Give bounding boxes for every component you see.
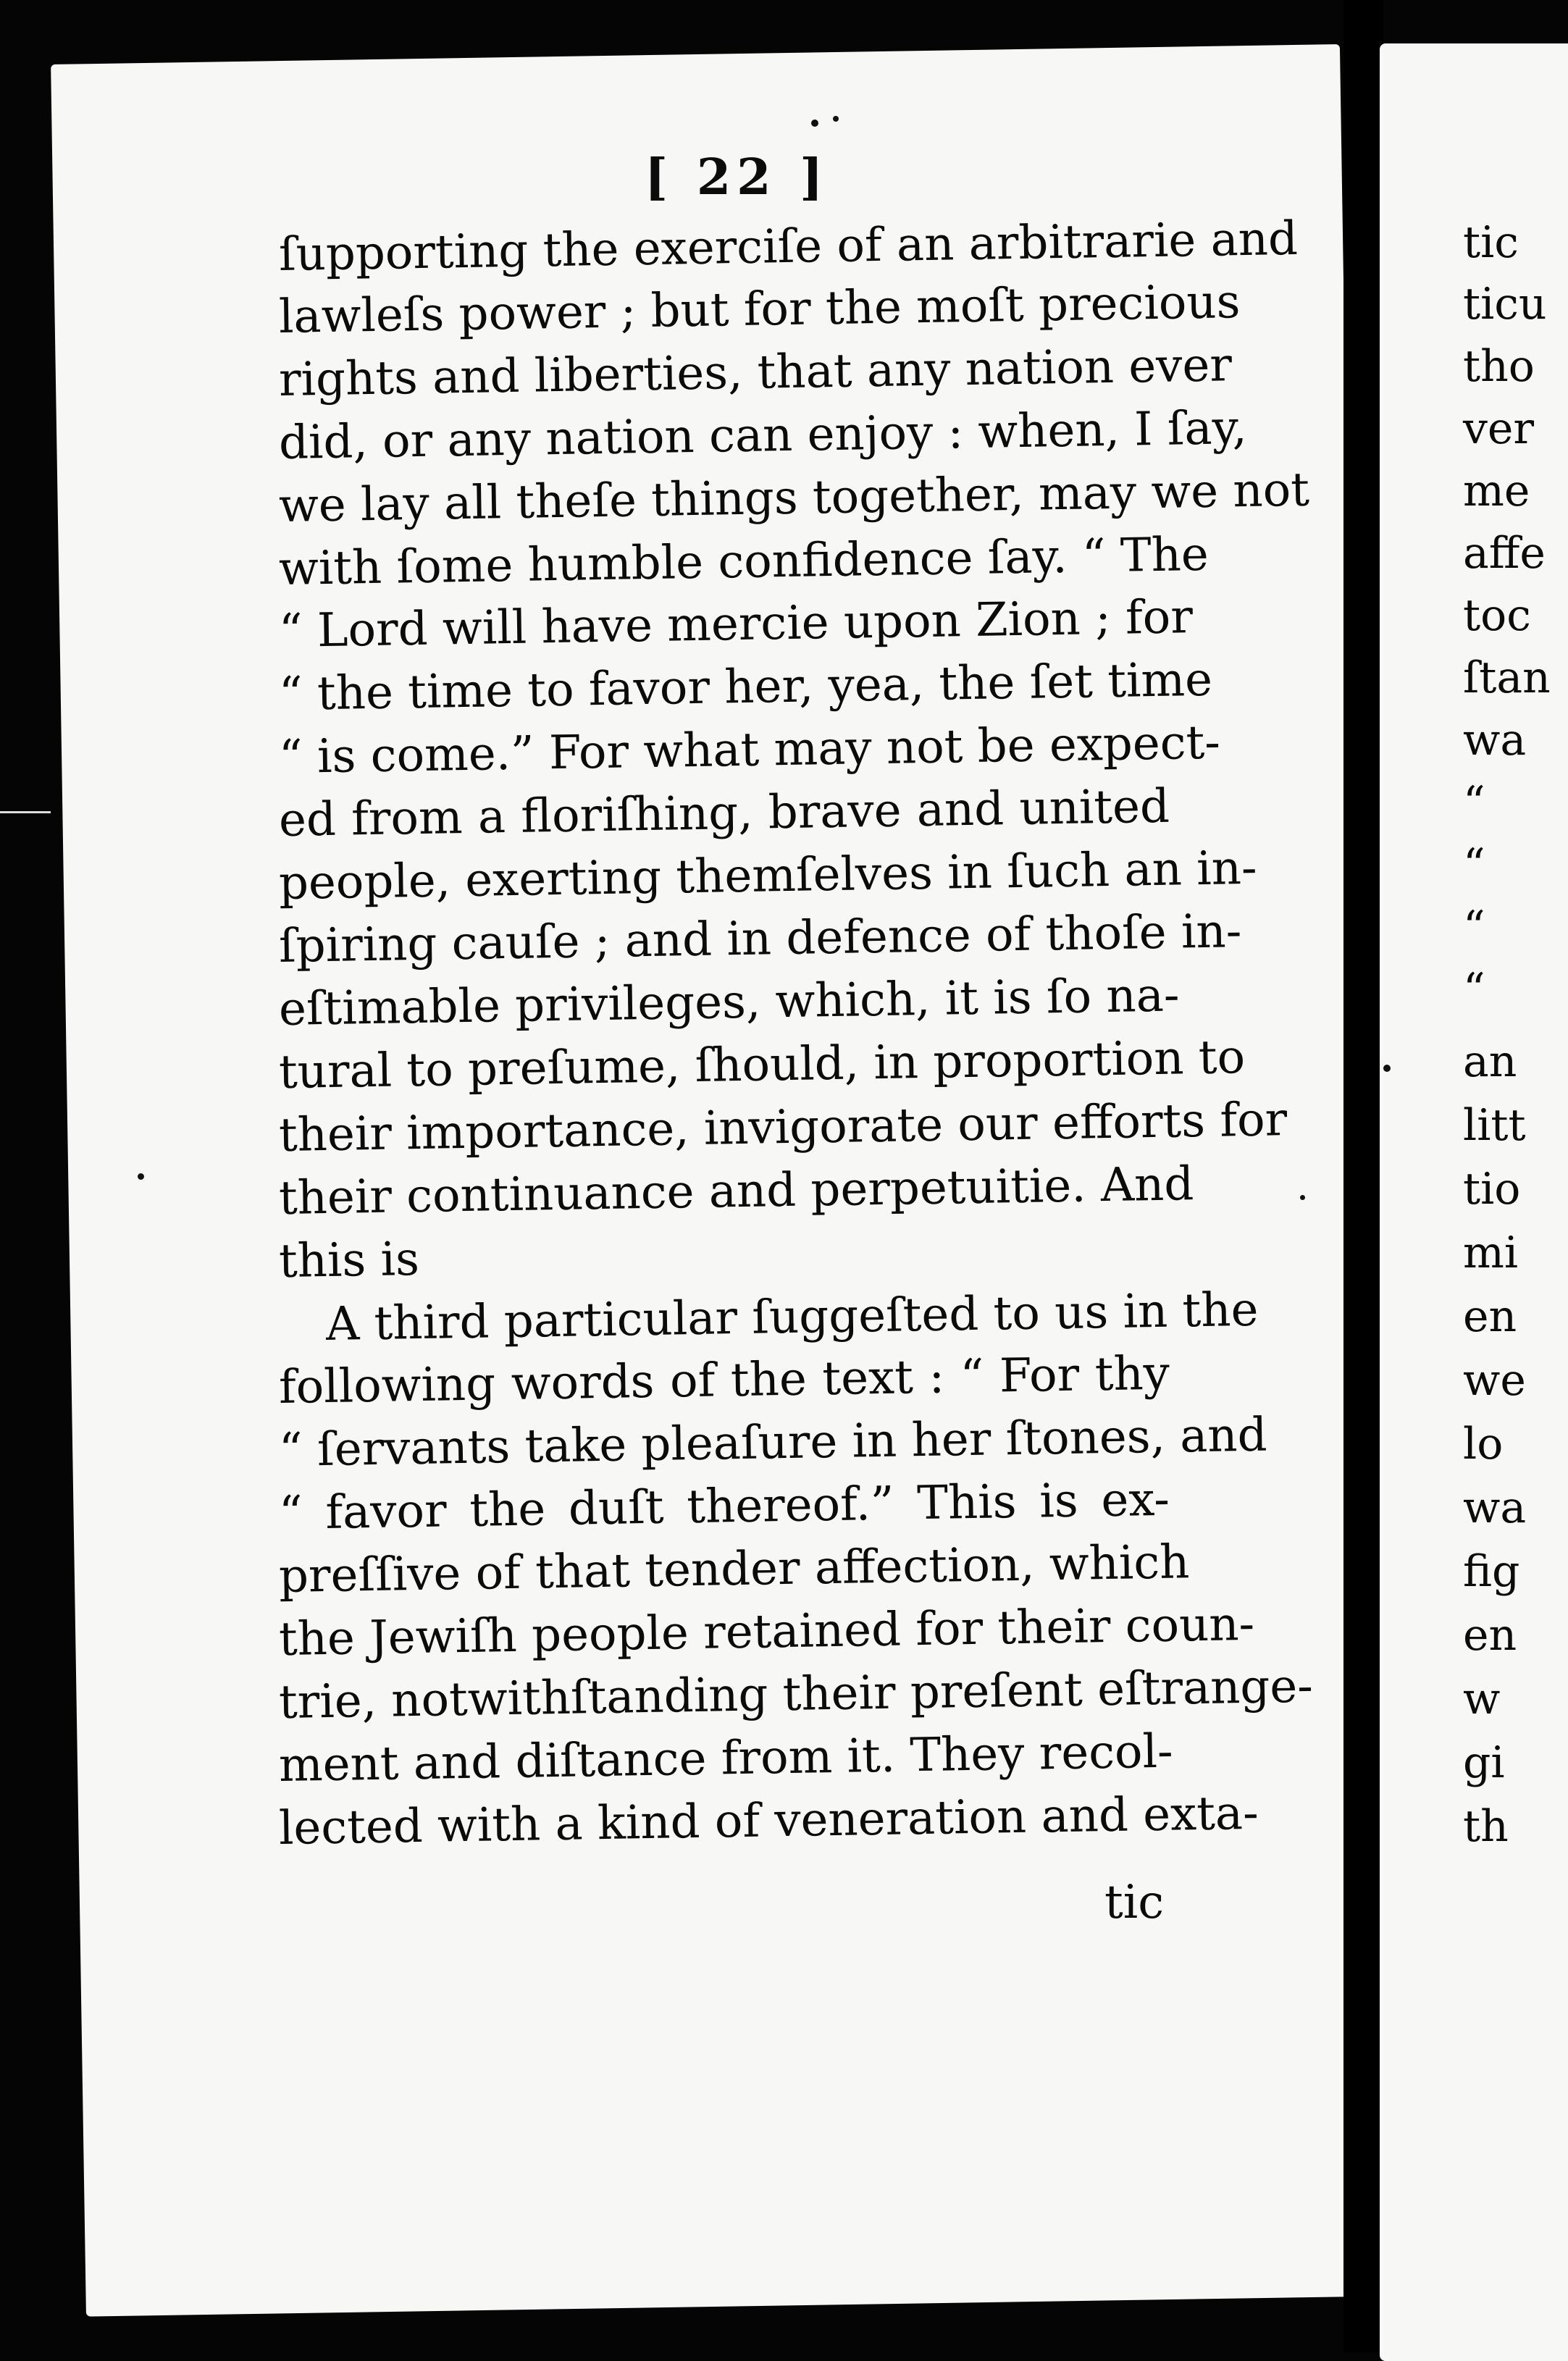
ink-speck [1300, 1195, 1305, 1200]
ink-speck [1383, 1065, 1391, 1072]
text-line: lawleſs power ; but for the moſt precious [278, 275, 1241, 344]
text-line: people, exerting themſelves in ſuch an in- [278, 841, 1258, 910]
page-number: [ 22 ] [645, 148, 829, 206]
text-line: rights and liberties, that any nation ever [278, 338, 1233, 407]
text-line: “ Lord will have mercie upon Zion ; for [278, 590, 1194, 658]
fragment-line: tio [1463, 1164, 1521, 1215]
text-line: eſtimable privileges, which, it is ſo na- [278, 968, 1181, 1036]
fragment-line: ſtan [1463, 653, 1551, 703]
text-line: the Jewiſh people retained for their coun- [278, 1597, 1255, 1666]
fragment-line: gi [1463, 1737, 1505, 1788]
text-line: lected with a kind of veneration and exta- [278, 1786, 1259, 1855]
text-line: preſſive of that tender affection, which [278, 1535, 1190, 1603]
fragment-line: litt [1463, 1100, 1526, 1151]
fragment-line: “ [1463, 964, 1485, 1015]
fragment-line: fig [1463, 1546, 1520, 1597]
text-line: their importance, invigorate our efforts for [278, 1093, 1288, 1162]
text-line: we lay all theſe things together, may we not [278, 463, 1310, 533]
text-line: ment and diſtance from it. They recol- [278, 1724, 1174, 1792]
fragment-line: wa [1463, 1483, 1527, 1533]
text-line: ſupporting the exerciſe of an arbitrarie and [278, 211, 1299, 282]
fragment-line: th [1463, 1801, 1509, 1852]
text-line: ed from a floriſhing, brave and united [278, 779, 1170, 847]
text-line: ſpiring cauſe ; and in defence of thoſe in- [278, 905, 1242, 973]
ink-speck [811, 119, 818, 127]
text-line: this is [278, 1232, 420, 1288]
fragment-line: me [1463, 466, 1530, 516]
fragment-line: toc [1463, 590, 1531, 641]
fragment-line: ticu [1463, 279, 1547, 330]
text-line: did, or any nation can enjoy : when, I ſay, [278, 401, 1248, 470]
text-line: “ favor the duſt thereof.” This is ex- [278, 1472, 1170, 1540]
scan-artifact-line [0, 811, 51, 813]
fragment-line: mi [1463, 1228, 1519, 1278]
ink-speck [138, 1173, 144, 1180]
text-line: “ the time to favor her, yea, the ſet time [278, 653, 1213, 721]
text-line: “ ſervants take pleaſure in her ſtones, and [278, 1408, 1268, 1477]
fragment-line: “ [1463, 777, 1485, 828]
fragment-line: “ [1463, 902, 1485, 952]
fragment-line: wa [1463, 715, 1527, 766]
fragment-line: an [1463, 1036, 1517, 1087]
fragment-line: w [1463, 1674, 1501, 1724]
text-line: with ſome humble confidence ſay. “ The [278, 527, 1209, 596]
fragment-line: affe [1463, 528, 1546, 579]
fragment-line: tic [1463, 217, 1519, 268]
text-line: A third particular ſuggeſted to us in the [325, 1283, 1259, 1351]
text-line: their continuance and perpetuitie. And [278, 1157, 1194, 1225]
fragment-line: en [1463, 1291, 1517, 1342]
fragment-line: en [1463, 1610, 1517, 1661]
text-line: trie, notwithſtanding their preſent eſtrange- [278, 1659, 1314, 1729]
ink-speck [833, 116, 839, 122]
fragment-line: lo [1463, 1419, 1504, 1469]
fragment-line: ver [1463, 403, 1535, 454]
text-line: “ is come.” For what may not be expect- [278, 716, 1221, 784]
text-line: tural to preſume, ſhould, in proportion to [278, 1031, 1246, 1099]
fragment-line: tho [1463, 341, 1535, 392]
text-line: following words of the text : “ For thy [278, 1346, 1170, 1414]
book-gutter [1343, 0, 1383, 2352]
catchword: tic [1104, 1876, 1165, 1929]
fragment-line: we [1463, 1355, 1526, 1406]
fragment-line: “ [1463, 839, 1485, 890]
